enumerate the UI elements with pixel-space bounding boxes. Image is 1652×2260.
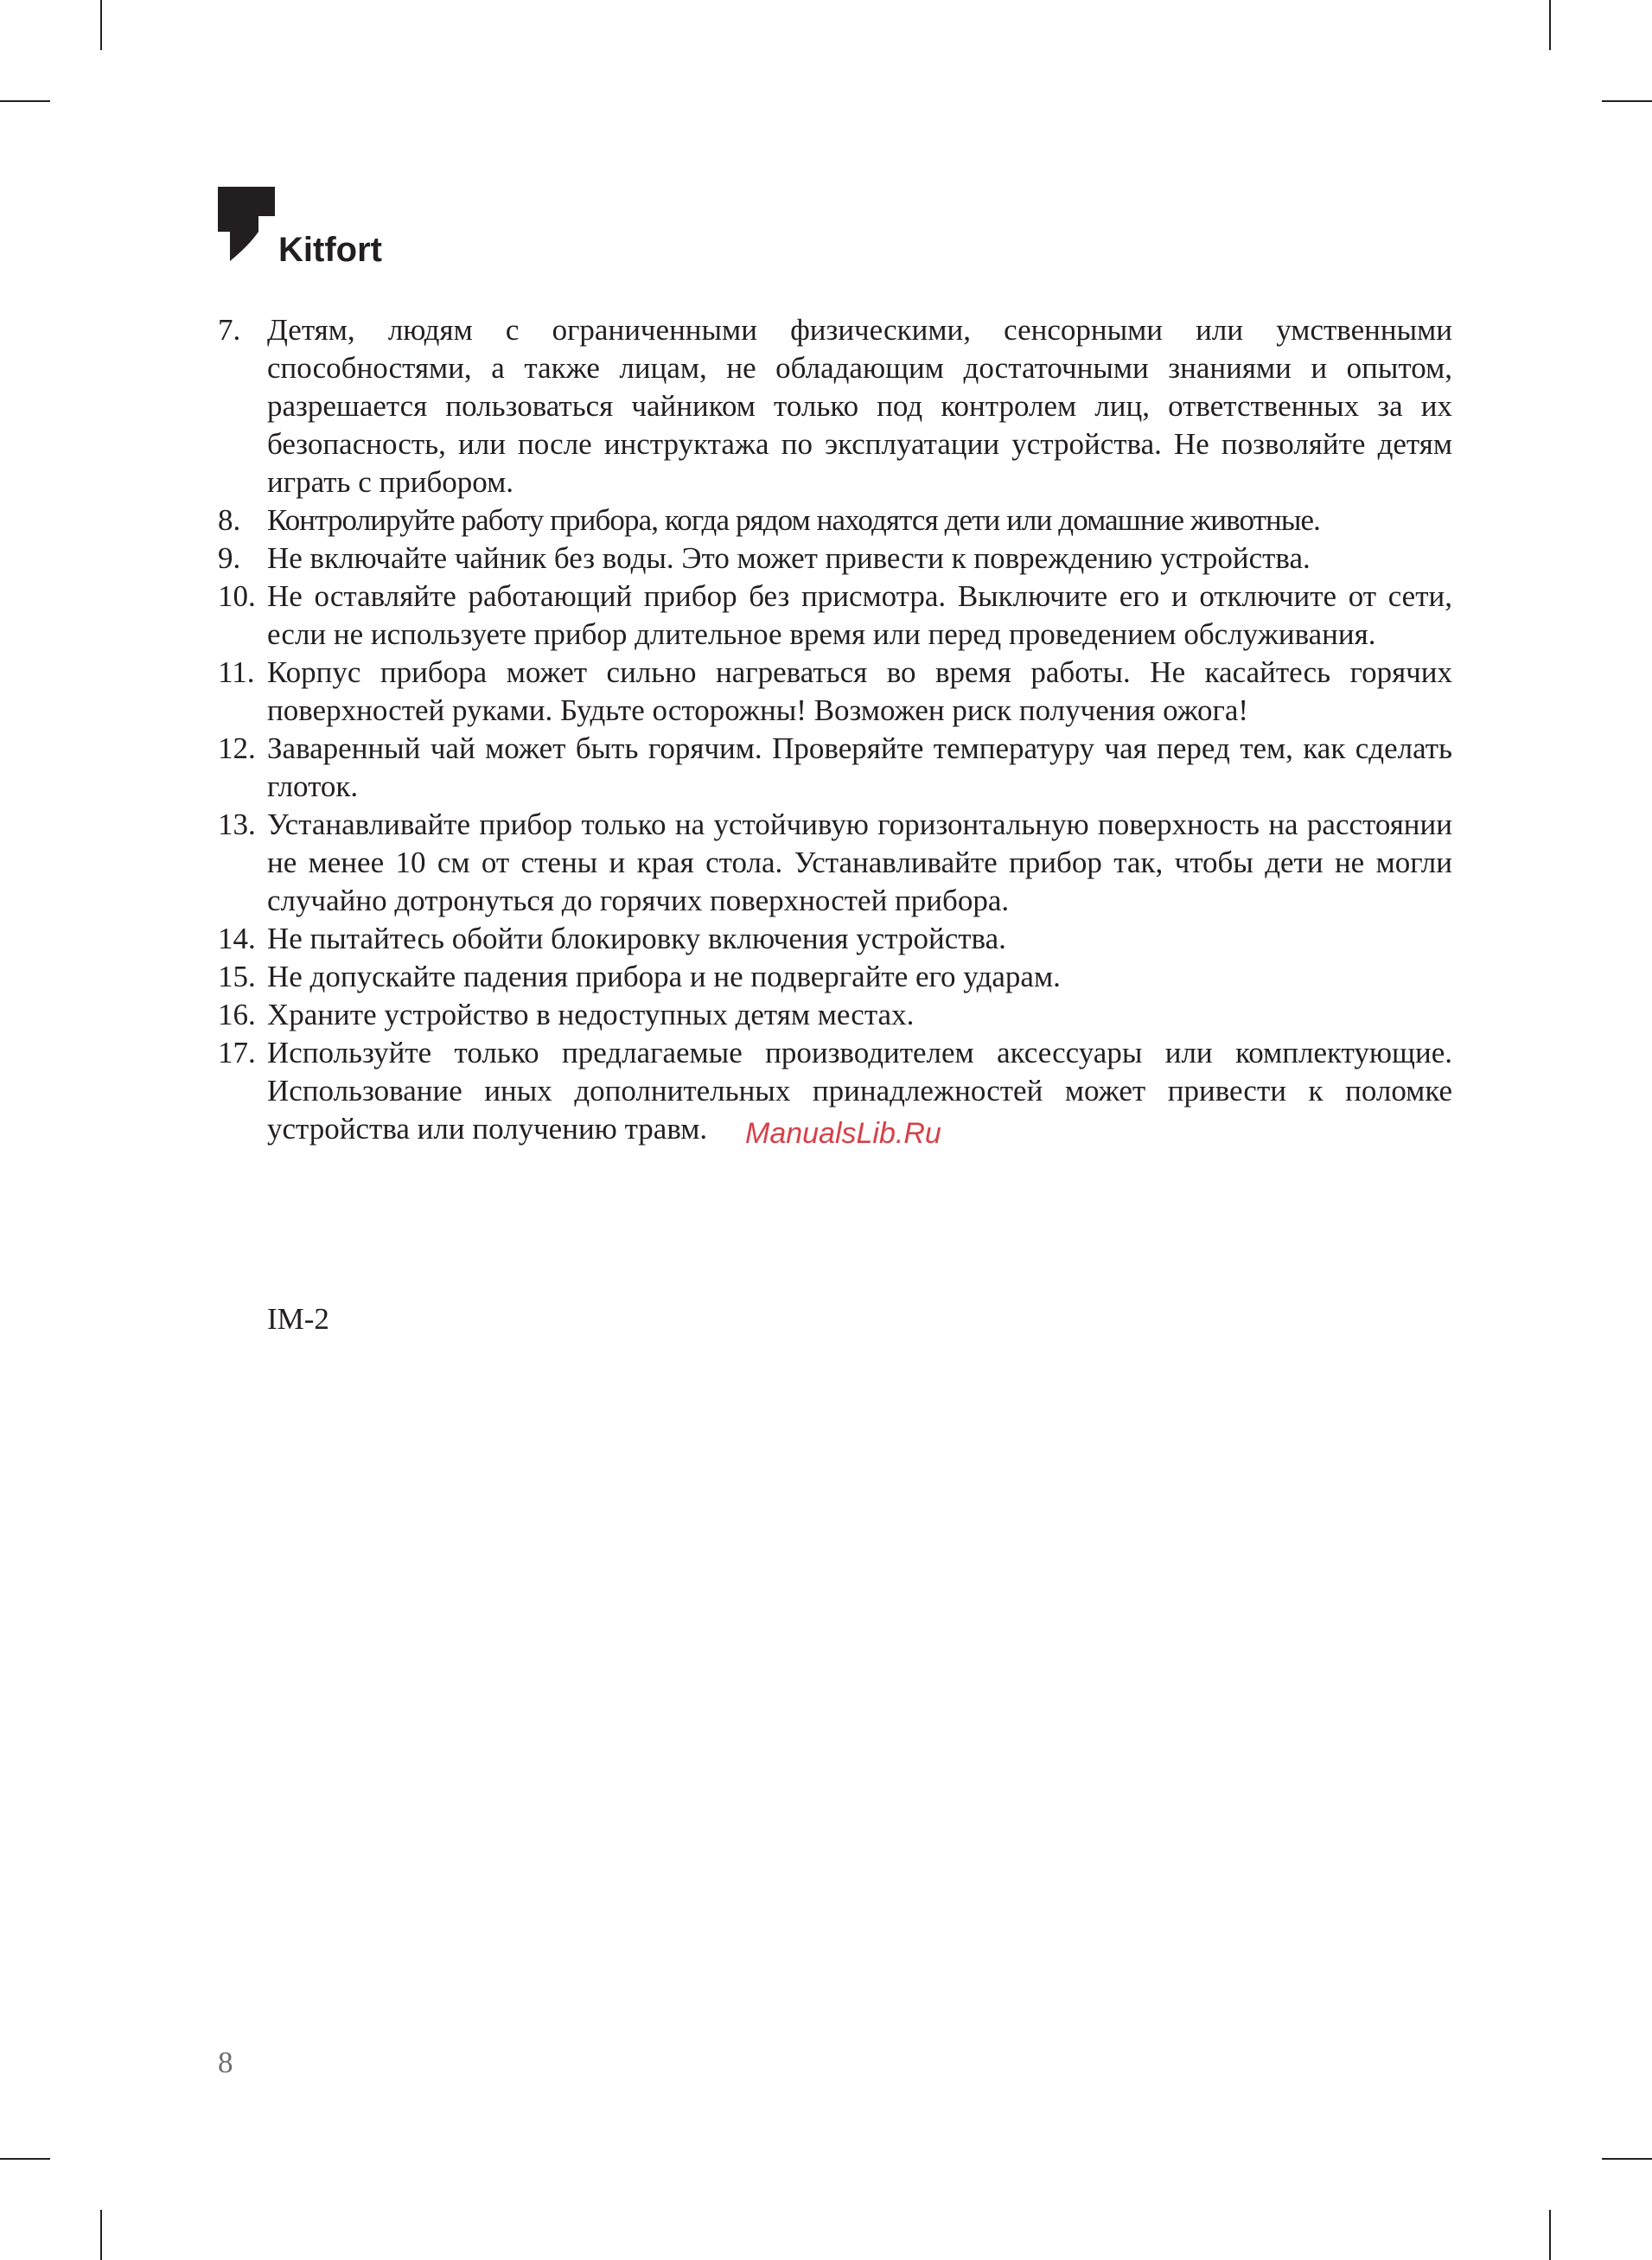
item-number: 7. bbox=[218, 313, 241, 347]
list-item bbox=[218, 654, 1452, 730]
item-text: Используйте только предлагаемые производителем аксессуары или комплектующие. Использование иных дополнительных принадлежностей может привести к поломке устройства или получению травм. bbox=[267, 1036, 1452, 1146]
list-item bbox=[218, 730, 1452, 806]
item-number: 14. bbox=[218, 922, 256, 955]
list-item bbox=[218, 539, 1452, 578]
list-item bbox=[218, 806, 1452, 920]
page-number: 8 bbox=[218, 2046, 233, 2079]
item-text: Заваренный чай может быть горячим. Проверяйте температуру чая перед тем, как сделать глоток. bbox=[267, 731, 1452, 803]
item-number: 12. bbox=[218, 731, 256, 765]
safety-instructions-list bbox=[218, 311, 1452, 1148]
item-number: 9. bbox=[218, 541, 241, 575]
crop-mark bbox=[0, 2158, 50, 2160]
kitfort-logo-icon bbox=[218, 187, 275, 266]
watermark: ManualsLib.Ru bbox=[745, 1117, 941, 1150]
list-item bbox=[218, 311, 1452, 501]
item-text: Устанавливайте прибор только на устойчивую горизонтальную поверхность на расстоянии не менее 10 см от стены и края стола. Устанавливайте прибор так, чтобы дети не могли случайно дотронуться до горячих поверхностей прибора. bbox=[267, 808, 1452, 917]
crop-mark bbox=[1602, 100, 1652, 102]
document-code: IM-2 bbox=[267, 1302, 329, 1336]
item-number: 10. bbox=[218, 579, 256, 613]
crop-mark bbox=[100, 0, 102, 50]
list-item bbox=[218, 920, 1452, 958]
item-text: Детям, людям с ограниченными физическими, сенсорными или умственными способностями, а также лицам, не обладающим достаточными знаниями и опытом, разрешается пользоваться чайником только под контролем лиц, ответственных за их безопасность, или после инструктажа по эксплуатации устройства. Не позволяйте детям играть с прибором. bbox=[267, 313, 1452, 499]
item-text: Не пытайтесь обойти блокировку включения устройства. bbox=[267, 922, 1006, 955]
item-number: 11. bbox=[218, 655, 255, 689]
item-number: 13. bbox=[218, 808, 256, 841]
item-text: Не включайте чайник без воды. Это может привести к повреждению устройства. bbox=[267, 541, 1311, 575]
crop-mark bbox=[0, 100, 50, 102]
list-item bbox=[218, 578, 1452, 654]
item-number: 16. bbox=[218, 998, 256, 1031]
item-text: Контролируйте работу прибора, когда рядом находятся дети или домашние животные. bbox=[267, 503, 1320, 537]
crop-mark bbox=[1602, 2158, 1652, 2160]
item-text: Не оставляйте работающий прибор без присмотра. Выключите его и отключите от сети, если не используете прибор длительное время или перед проведением обслуживания. bbox=[267, 579, 1452, 651]
crop-mark bbox=[1549, 0, 1551, 50]
item-number: 15. bbox=[218, 960, 256, 993]
crop-mark bbox=[100, 2210, 102, 2260]
list-item bbox=[218, 958, 1452, 996]
item-text: Храните устройство в недоступных детям местах. bbox=[267, 998, 915, 1031]
item-number: 17. bbox=[218, 1036, 256, 1069]
item-number: 8. bbox=[218, 503, 241, 537]
brand-logo bbox=[218, 187, 382, 269]
list-item bbox=[218, 996, 1452, 1034]
brand-name: Kitfort bbox=[278, 231, 382, 269]
item-text: Не допускайте падения прибора и не подвергайте его ударам. bbox=[267, 960, 1061, 993]
list-item bbox=[218, 501, 1452, 539]
item-text: Корпус прибора может сильно нагреваться во время работы. Не касайтесь горячих поверхностей руками. Будьте осторожны! Возможен риск получения ожога! bbox=[267, 655, 1452, 727]
crop-mark bbox=[1549, 2210, 1551, 2260]
